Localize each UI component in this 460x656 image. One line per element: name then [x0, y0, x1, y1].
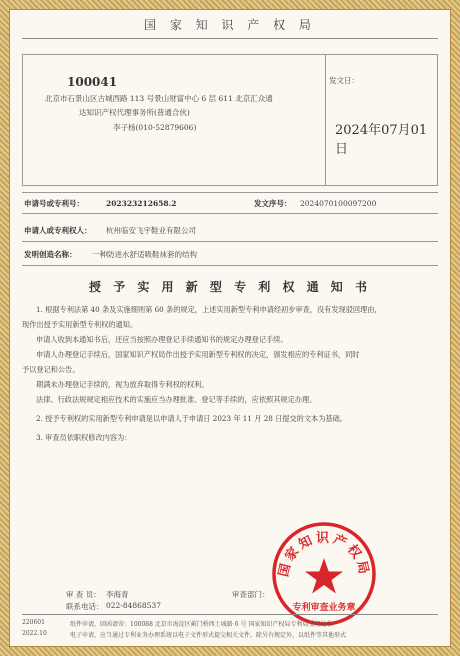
info-row-invention: [22, 244, 438, 266]
notice-paragraph: 1. 根据专利法第 40 条及实施细则第 60 条的规定，上述实用新型专利申请经初步审查，没有发现驳回理由，: [36, 305, 382, 314]
phone-label: 联系电话：: [66, 602, 104, 611]
info-row-applicant: [22, 220, 438, 242]
footer-electronic-instruction: 电子申请，应当通过专利业务办理系统以电子文件形式提交相关文件。除另有规定外，以纸件等其他形式: [70, 632, 347, 639]
notice-paragraph: 予以登记和公告。: [22, 365, 80, 374]
address-divider: [325, 55, 326, 185]
form-version: 2022.10: [22, 630, 47, 637]
serial-number: 2024070100097200: [300, 199, 377, 208]
form-code: 220601: [22, 619, 45, 626]
examiner-name: 李海青: [106, 590, 129, 599]
notice-paragraph: 3. 审查员依职权修改内容为：: [36, 433, 132, 442]
address-line-1: 北京市石景山区古城西路 113 号景山财富中心 6 层 611 北京汇众通: [45, 94, 273, 103]
address-box: [22, 54, 438, 186]
seal-subtext: 专利审查业务章: [292, 603, 356, 613]
notice-paragraph: 2. 授予专利权的实用新型专利申请是以申请人于申请日 2023 年 11 月 28 日提交的文本为基础。: [36, 414, 347, 423]
address-line-2: 达知识产权代理事务所(普通合伙): [79, 108, 190, 117]
office-header: 国 家 知 识 产 权 局: [22, 14, 438, 39]
department-label: 审查部门：: [232, 590, 270, 599]
examiner-label: 审 查 员：: [66, 590, 101, 599]
postal-code: 100041: [67, 75, 118, 89]
footer: [22, 614, 438, 645]
info-row-application: [22, 192, 438, 214]
invention-title-label: 发明创造名称：: [24, 250, 77, 259]
notice-paragraph: 现作出授予实用新型专利权的通知。: [22, 320, 138, 329]
notice-paragraph: 法律、行政法规规定相应技术的实施应当办理批准、登记等手续的，应依照其规定办理。: [36, 395, 317, 404]
footer-mail-instruction: 纸件申请，回函请寄：100088 北京市海淀区蓟门桥西土城路 6 号 国家知识产权局专利局受理处收: [70, 621, 333, 628]
seal-star-icon: [305, 558, 343, 594]
notice-title: 授 予 实 用 新 型 专 利 权 通 知 书: [89, 280, 371, 294]
address-line-3: 李子杨(010-52879606): [113, 123, 197, 132]
seal-title: 国家知识产权局: [276, 531, 372, 579]
dispatch-date-label: 发文日：: [329, 76, 359, 85]
application-number: 202323212658.2: [106, 199, 177, 208]
applicant-label: 申请人或专利权人：: [24, 226, 92, 235]
notice-paragraph: 申请人收到本通知书后，还应当按照办理登记手续通知书的规定办理登记手续。: [36, 335, 288, 344]
notice-paragraph: 申请人办理登记手续后，国家知识产权局作出授予实用新型专利权的决定，颁发相应的专利证书，同时: [36, 350, 360, 359]
serial-number-label: 发文序号：: [254, 199, 292, 208]
dispatch-date: 2024年07月01日: [335, 123, 428, 157]
phone-number: 022-84868537: [106, 601, 162, 610]
notice-paragraph: 期满未办理登记手续的，视为放弃取得专利权的权利。: [36, 380, 209, 389]
notice-document: [22, 14, 438, 644]
invention-title: 一种防进水舒适吸鞋袜套的结构: [92, 250, 197, 259]
official-seal: [270, 520, 378, 628]
applicant-name: 杭州临安飞宇鞋业有限公司: [106, 226, 196, 235]
application-number-label: 申请号或专利号：: [24, 199, 84, 208]
